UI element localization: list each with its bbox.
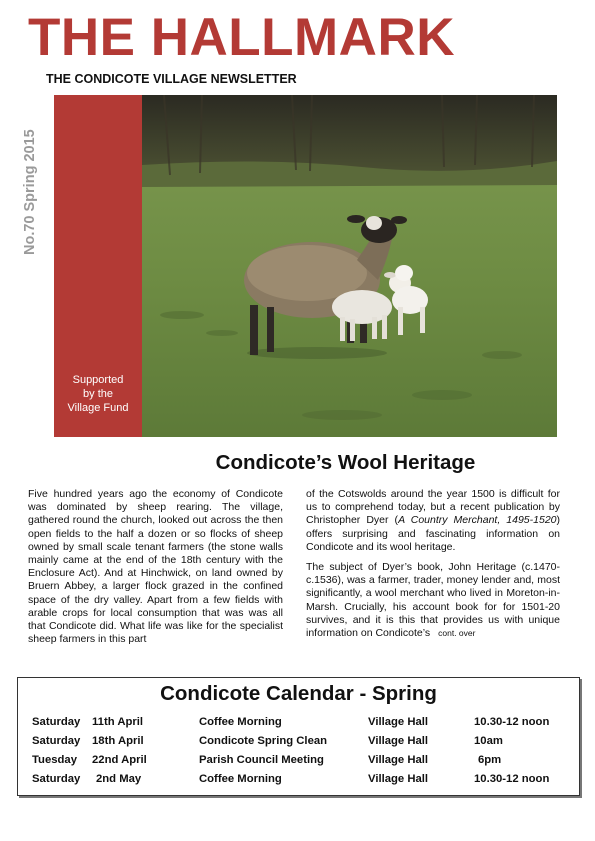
calendar-day: Saturday: [32, 716, 81, 728]
calendar-venue: Village Hall: [368, 773, 429, 785]
support-line-3: Village Fund: [67, 402, 129, 414]
calendar-time: 10am: [474, 735, 503, 747]
calendar-row: [18, 716, 579, 732]
article-p2-text-b: ) offers surprising and fascinating information on Condicote and its wool heritage.: [306, 514, 561, 553]
article-headline: [0, 451, 595, 475]
newsletter-title: THE HALLMARK: [28, 8, 455, 67]
calendar-box: [17, 677, 580, 796]
calendar-event: Parish Council Meeting: [199, 754, 324, 766]
issue-text: No.70 Spring 2015: [22, 129, 38, 255]
calendar-event: Condicote Spring Clean: [199, 735, 328, 747]
issue-label: [22, 95, 50, 255]
article-p2-text-a: of the Cotswolds around the year 1500 is difficult for us to comprehend today, but a recent publication by Christopher Dyer (: [306, 488, 560, 527]
newsletter-subtitle: THE CONDICOTE VILLAGE NEWSLETTER: [46, 72, 297, 86]
calendar-time: 6pm: [478, 754, 502, 766]
calendar-time: 10.30-12 noon: [474, 716, 550, 728]
calendar-venue: Village Hall: [368, 735, 429, 747]
calendar-date: 18th April: [92, 735, 144, 747]
article-p3-text: The subject of Dyer’s book, John Heritage (c.1470-c.1536), was a farmer, trader, money lender and, most significantly, a wool merchant who lived in Moreton-in-Marsh. Crucially, his account book for for 1501-20 survives, and it is this that provides us with unique information on Condicote’s: [306, 561, 560, 640]
book-title: A Country Merchant, 1495-1520: [398, 514, 557, 527]
article-column-2: [306, 488, 560, 647]
calendar-day: Tuesday: [32, 754, 77, 766]
support-line-2: by the: [83, 388, 113, 400]
continued-over-note: cont. over: [438, 628, 476, 639]
calendar-event: Coffee Morning: [199, 716, 282, 728]
calendar-row: [18, 773, 579, 789]
calendar-day: Saturday: [32, 735, 81, 747]
calendar-venue: Village Hall: [368, 754, 429, 766]
article-column-1: [28, 488, 283, 653]
calendar-date: 2nd May: [96, 773, 142, 785]
article-paragraph-3: [306, 561, 560, 640]
cover-photo: [142, 95, 557, 437]
calendar-time: 10.30-12 noon: [474, 773, 550, 785]
calendar-title: Condicote Calendar - Spring: [160, 682, 437, 705]
calendar-venue: Village Hall: [368, 716, 429, 728]
support-line-1: Supported: [72, 374, 124, 386]
article-paragraph-1: Five hundred years ago the economy of Condicote was dominated by sheep rearing. The village, gathered round the church, looked out across the then open fields to the half a dozen or so flocks of sheep owned by small scale tenant farmers (the stone walls mainly came at the end of the 18th century with the Enclosure Act). And at Hinchwick, on land owned by Bruern Abbey, a larger flock grazed in the confined space of the dry valley. Apart from a few fields with arable crops for local consumption that was was all that Condicote did. What life was like for the specialist sheep farmers in this part: [28, 488, 283, 646]
calendar-date: 22nd April: [92, 754, 147, 766]
calendar-date: 11th April: [92, 716, 144, 728]
calendar-row: [18, 754, 579, 770]
sheep-photo-illustration: [142, 95, 557, 437]
article-paragraph-2: [306, 488, 560, 554]
support-note: [54, 373, 142, 415]
calendar-row: [18, 735, 579, 751]
calendar-event: Coffee Morning: [199, 773, 282, 785]
red-sidebar: [54, 95, 142, 437]
article-headline-text: Condicote’s Wool Heritage: [215, 451, 476, 474]
calendar-day: Saturday: [32, 773, 81, 785]
